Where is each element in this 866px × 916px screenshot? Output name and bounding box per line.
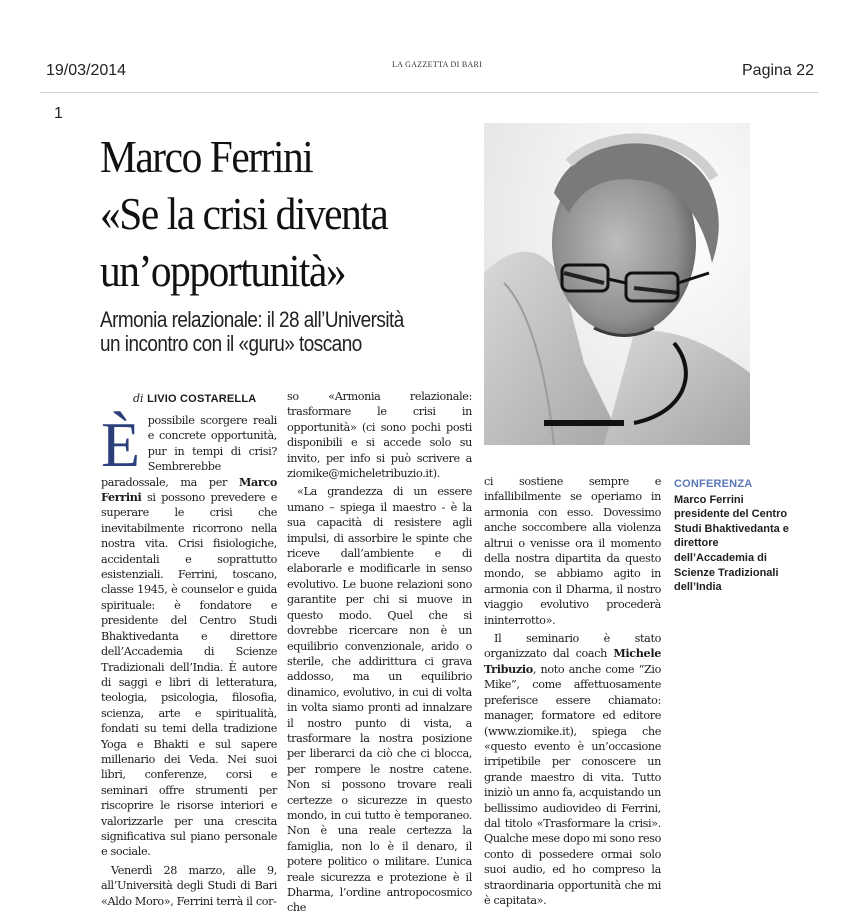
byline-prefix: di xyxy=(133,392,144,405)
caption-kicker: CONFERENZA xyxy=(674,478,753,490)
subheadline xyxy=(100,308,461,356)
paragraph: Venerdì 28 marzo, alle 9, all’Università degli Studi di Bari «Aldo Moro», Ferrini terrà il cor- xyxy=(101,863,277,908)
headline-line: «Se la crisi diventa xyxy=(100,188,388,239)
subheadline-line: un incontro con il «guru» toscano xyxy=(100,331,362,356)
page-number: 1 xyxy=(54,105,63,122)
lead-text-cont: si possono prevedere e superare le crisi che inevitabilmente ricorrono nella nostra vita. Crisi fisiologiche, accidentali e soprattutto esistenziali. Ferrini, toscano, classe 1945, è counselor e guida spirituale: è fondatore e presidente del Centro Studi Bhaktivedanta e direttore dell’Accademia di Scienze Tradizionali dell’India. È autore di saggi e libri di letteratura, teologia, psicologia, filosofia, scienza, arte e spiritualità, fondati su temi della tradizione Yoga e Bhakti e sul sapere millenario dei Veda. Nei suoi libri, conferenze, corsi e seminari offre strumenti per riscoprire le risorse interiori e valorizzarle per una crescita significativa sul piano personale e sociale. xyxy=(101,491,277,859)
organizer-name: Michele Tribuzio xyxy=(484,646,661,676)
photo-caption xyxy=(674,477,794,595)
lead-name: Marco Ferrini xyxy=(101,474,277,505)
lead-text: possibile scorgere reali e concrete opportunità, pur in tempi di crisi? Sembrerebbe paradossale, ma per xyxy=(101,414,277,489)
lead-paragraph xyxy=(101,409,277,860)
byline xyxy=(133,392,277,405)
headline xyxy=(100,128,451,299)
paragraph-text: Il seminario è stato organizzato dal coach xyxy=(484,632,661,661)
subheadline-line: Armonia relazionale: il 28 all’Università xyxy=(100,307,404,332)
byline-author: LIVIO COSTARELLA xyxy=(147,393,257,405)
headline-line: un’opportunità» xyxy=(100,245,346,296)
article-column-3 xyxy=(484,474,661,908)
paragraph xyxy=(484,631,661,908)
paragraph: «La grandezza di un essere umano – spiega il maestro - è la sua capacità di resistere agli impulsi, di assorbire le spinte che riceve dall’ambiente e di elaborarle e modificarle in senso evolutivo. Le buone relazioni sono garantite per chi si muove in questo modo. Quel che si dovrebbe ricercare non è un equilibrio convenzionale, arido o sterile, che addirittura ci grava addosso, ma un equilibrio dinamico, evolutivo, in cui di volta in volta siamo pronti ad innalzare il nostro punto di vista, a trasformare la nostra posizione per liberarci da ciò che ci blocca, per rompere le nostre catene. Non si possono trovare reali certezze o sicurezze in questo mondo, in cui tutto è temporaneo. Non è una reale certezza la famiglia, non lo è il denaro, il potere politico o militare. L’unica reale sicurezza e protezione è il Dharma, l’ordine antropocosmico che xyxy=(287,485,472,915)
article-column-1 xyxy=(101,392,277,909)
paragraph: so «Armonia relazionale: trasformare le crisi in opportunità» (ci sono pochi posti disponibili e si accede solo su invito, per info si può scrivere a ziomike@micheletribuzio.it). xyxy=(287,390,472,481)
paragraph-text-cont: , noto anche come “Zio Mike”, come affettuosamente preferisce essere chiamato: manager, formatore ed editore (www.ziomike.it), spiega che «questo evento è un’occasione irripetibile per conoscere un grande maestro di vita. Tutto iniziò un anno fa, acquistando un bellissimo audiovideo di Ferrini, dal titolo «Trasformare la crisi». Qualche mese dopo mi sono reso conto di possedere ormai solo suoi audio, ed ho compreso la straordinaria opportunità che mi è capitata». xyxy=(484,662,661,907)
drop-cap: È xyxy=(101,409,140,480)
header-date: 19/03/2014 xyxy=(46,62,127,79)
portrait-photo xyxy=(484,123,750,445)
newspaper-name: LA GAZZETTA DI BARI xyxy=(392,60,483,69)
header-divider xyxy=(40,92,818,93)
header-page: Pagina 22 xyxy=(742,62,815,79)
article-column-2 xyxy=(287,389,472,916)
caption-text: Marco Ferrini presidente del Centro Studi Bhaktivedanta e direttore dell’Accademia di Scienze Tradizionali dell’India xyxy=(674,493,789,594)
headline-line: Marco Ferrini xyxy=(100,131,313,182)
paragraph: ci sostiene sempre e infallibilmente se operiamo in armonia con esso. Dovessimo anche soccombere alla violenza altrui o venisse ora il momento della nostra dipartita da questo mondo, se abbiamo agito in armonia con il Dharma, il nostro viaggio evolutivo procederà ininterrotto». xyxy=(484,475,661,627)
